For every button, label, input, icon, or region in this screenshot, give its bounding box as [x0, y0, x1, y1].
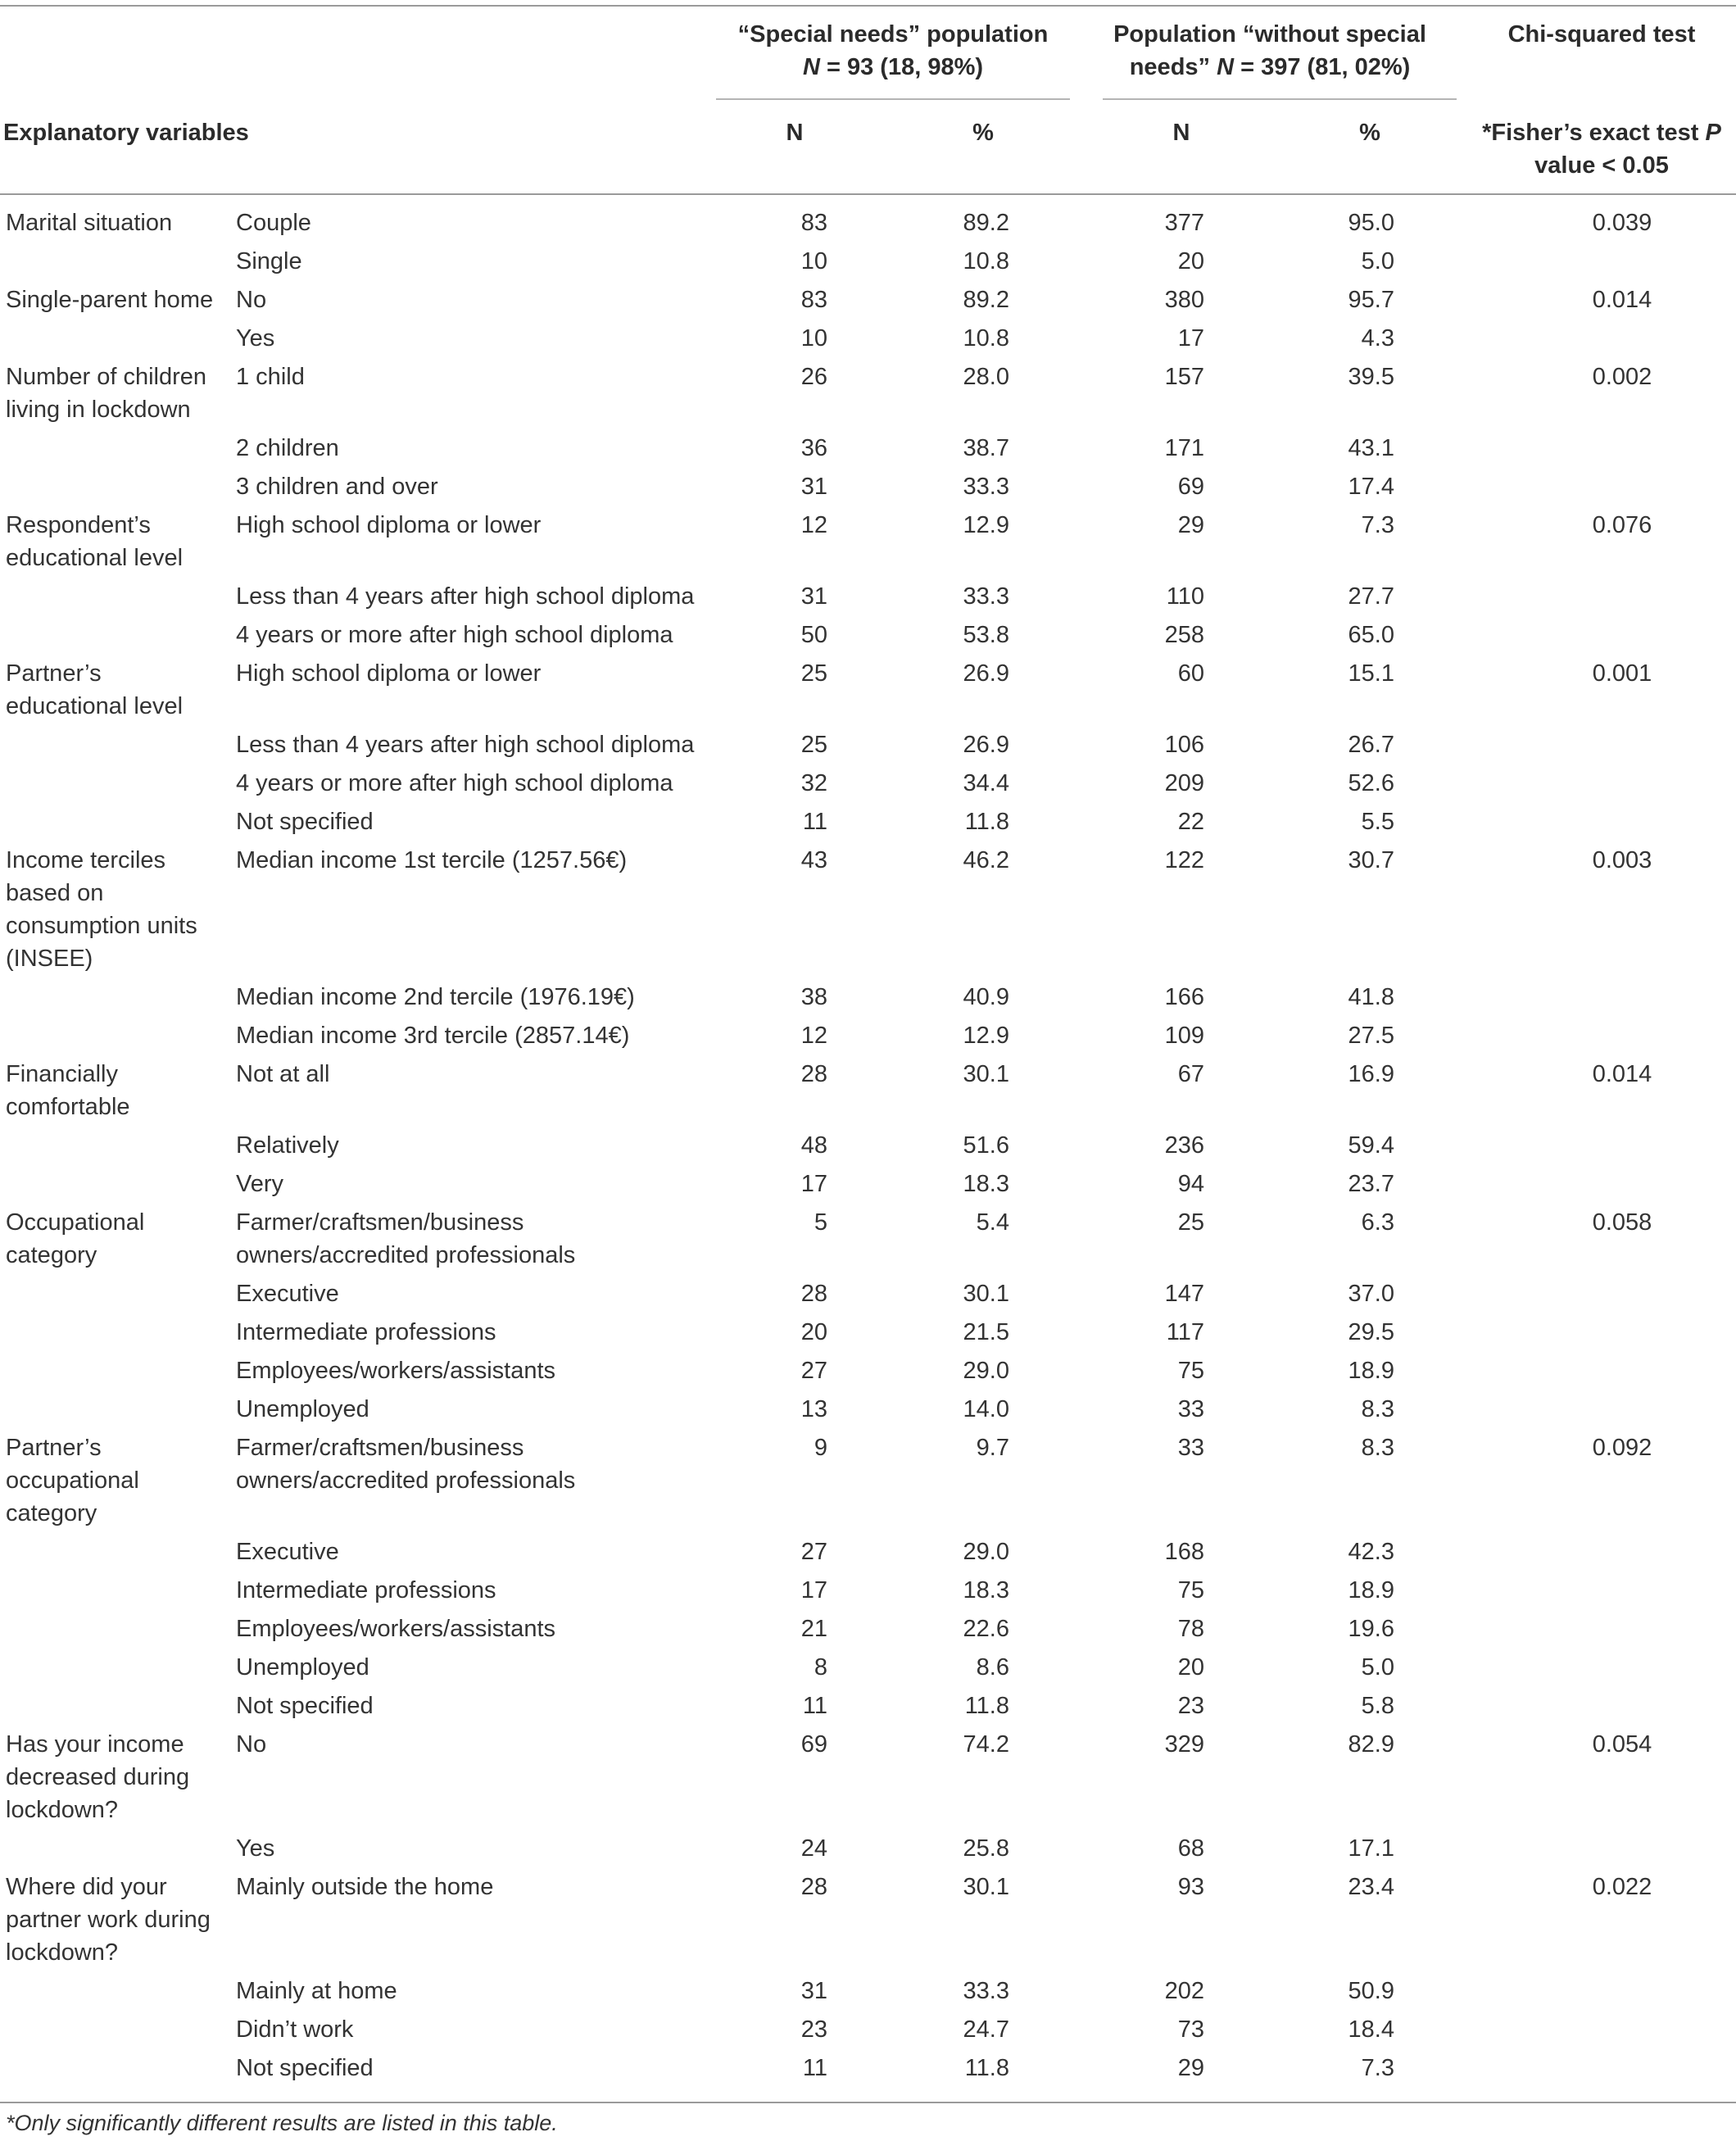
row-special-needs-n: 32	[800, 770, 827, 796]
row-without-special-needs-pct: 23.7	[1348, 1171, 1394, 1197]
row-special-needs-pct: 33.3	[963, 1978, 1009, 2004]
footnote: *Only significantly different results are listed in this table.	[6, 2111, 558, 2135]
group2-n-header: N	[1172, 120, 1190, 146]
row-variable: Single-parent home	[6, 287, 214, 313]
row-variable: category	[6, 1500, 97, 1526]
row-category: Not specified	[236, 2055, 374, 2081]
row-special-needs-pct: 26.9	[963, 660, 1009, 687]
row-special-needs-pct: 24.7	[963, 2016, 1009, 2043]
row-without-special-needs-n: 117	[1166, 1319, 1204, 1345]
row-without-special-needs-n: 29	[1177, 512, 1204, 538]
row-special-needs-n: 9	[814, 1435, 827, 1461]
row-special-needs-pct: 53.8	[963, 622, 1009, 648]
row-category: Unemployed	[236, 1654, 369, 1681]
row-category: Not specified	[236, 809, 374, 835]
row-without-special-needs-n: 23	[1177, 1693, 1204, 1719]
row-without-special-needs-n: 73	[1177, 2016, 1204, 2043]
row-without-special-needs-n: 75	[1177, 1577, 1204, 1603]
row-special-needs-pct: 38.7	[963, 435, 1009, 461]
row-special-needs-n: 50	[800, 622, 827, 648]
row-variable: occupational	[6, 1467, 139, 1494]
row-without-special-needs-n: 20	[1177, 248, 1204, 274]
top-rule	[0, 5, 1736, 7]
row-special-needs-pct: 25.8	[963, 1835, 1009, 1862]
row-without-special-needs-pct: 59.4	[1348, 1132, 1394, 1159]
row-category: 4 years or more after high school diploma	[236, 622, 673, 648]
row-special-needs-pct: 33.3	[963, 474, 1009, 500]
row-category: Executive	[236, 1539, 339, 1565]
row-special-needs-n: 20	[800, 1319, 827, 1345]
row-variable: Has your income	[6, 1731, 184, 1758]
row-special-needs-n: 38	[800, 984, 827, 1010]
row-variable: decreased during	[6, 1764, 190, 1790]
header-rule	[0, 193, 1736, 195]
row-variable: educational level	[6, 545, 184, 571]
row-special-needs-n: 24	[800, 1835, 827, 1862]
row-without-special-needs-n: 147	[1164, 1281, 1204, 1307]
row-special-needs-n: 69	[800, 1731, 827, 1758]
row-without-special-needs-pct: 82.9	[1348, 1731, 1394, 1758]
row-without-special-needs-pct: 30.7	[1348, 847, 1394, 873]
row-special-needs-pct: 22.6	[963, 1616, 1009, 1642]
row-special-needs-n: 11	[802, 809, 827, 835]
row-without-special-needs-n: 106	[1164, 732, 1204, 758]
row-special-needs-n: 17	[800, 1171, 827, 1197]
row-category: Intermediate professions	[236, 1319, 496, 1345]
row-special-needs-pct: 40.9	[963, 984, 1009, 1010]
row-without-special-needs-pct: 18.9	[1348, 1577, 1394, 1603]
row-category: Less than 4 years after high school diploma	[236, 732, 695, 758]
row-category: Farmer/craftsmen/business	[236, 1209, 524, 1236]
row-category: Couple	[236, 210, 311, 236]
row-chi-squared-p: 0.022	[1592, 1874, 1652, 1900]
row-without-special-needs-pct: 16.9	[1348, 1061, 1394, 1087]
row-special-needs-pct: 18.3	[963, 1577, 1009, 1603]
row-variable: consumption units	[6, 913, 197, 939]
row-category: Farmer/craftsmen/business	[236, 1435, 524, 1461]
row-without-special-needs-n: 33	[1177, 1396, 1204, 1422]
row-special-needs-pct: 12.9	[963, 512, 1009, 538]
row-variable: Partner’s	[6, 1435, 102, 1461]
row-category: 4 years or more after high school diploma	[236, 770, 673, 796]
row-special-needs-n: 26	[800, 364, 827, 390]
row-chi-squared-p: 0.058	[1592, 1209, 1652, 1236]
row-special-needs-n: 12	[800, 1023, 827, 1049]
row-without-special-needs-n: 94	[1177, 1171, 1204, 1197]
row-without-special-needs-pct: 18.4	[1348, 2016, 1394, 2043]
row-category: Median income 1st tercile (1257.56€)	[236, 847, 628, 873]
row-without-special-needs-pct: 5.0	[1361, 248, 1394, 274]
row-without-special-needs-pct: 4.3	[1361, 325, 1394, 352]
row-special-needs-n: 23	[800, 2016, 827, 2043]
row-without-special-needs-n: 109	[1164, 1023, 1204, 1049]
row-without-special-needs-pct: 27.5	[1348, 1023, 1394, 1049]
row-special-needs-n: 31	[800, 474, 827, 500]
row-special-needs-n: 83	[800, 287, 827, 313]
row-special-needs-pct: 11.8	[964, 2055, 1009, 2081]
row-without-special-needs-pct: 17.1	[1348, 1835, 1394, 1862]
row-without-special-needs-n: 166	[1164, 984, 1204, 1010]
row-special-needs-n: 25	[800, 732, 827, 758]
group2-title: Population “without special	[1113, 21, 1426, 48]
row-without-special-needs-pct: 15.1	[1348, 660, 1394, 687]
row-special-needs-pct: 46.2	[963, 847, 1009, 873]
row-special-needs-n: 17	[800, 1577, 827, 1603]
row-special-needs-n: 28	[800, 1061, 827, 1087]
row-special-needs-n: 13	[800, 1396, 827, 1422]
row-without-special-needs-pct: 5.8	[1361, 1693, 1394, 1719]
row-without-special-needs-pct: 43.1	[1348, 435, 1394, 461]
row-chi-squared-p: 0.002	[1592, 364, 1652, 390]
row-variable: Partner’s	[6, 660, 102, 687]
row-category: Intermediate professions	[236, 1577, 496, 1603]
row-category: Mainly outside the home	[236, 1874, 494, 1900]
row-special-needs-pct: 30.1	[963, 1281, 1009, 1307]
row-without-special-needs-pct: 8.3	[1361, 1396, 1394, 1422]
test-subheader-line2: value < 0.05	[1534, 152, 1669, 179]
row-variable: partner work during	[6, 1907, 211, 1933]
row-special-needs-pct: 11.8	[964, 809, 1009, 835]
row-special-needs-n: 36	[800, 435, 827, 461]
row-without-special-needs-pct: 5.0	[1361, 1654, 1394, 1681]
group2-n: needs” N = 397 (81, 02%)	[1129, 54, 1411, 80]
row-special-needs-pct: 5.4	[976, 1209, 1009, 1236]
row-special-needs-n: 11	[802, 1693, 827, 1719]
bottom-rule	[0, 2102, 1736, 2103]
row-special-needs-pct: 74.2	[963, 1731, 1009, 1758]
row-without-special-needs-pct: 18.9	[1348, 1358, 1394, 1384]
row-chi-squared-p: 0.092	[1592, 1435, 1652, 1461]
row-special-needs-n: 11	[802, 2055, 827, 2081]
row-category: Not specified	[236, 1693, 374, 1719]
row-without-special-needs-pct: 50.9	[1348, 1978, 1394, 2004]
group1-underline	[716, 98, 1070, 100]
row-without-special-needs-n: 122	[1164, 847, 1204, 873]
row-category: Median income 3rd tercile (2857.14€)	[236, 1023, 630, 1049]
row-special-needs-pct: 14.0	[963, 1396, 1009, 1422]
row-special-needs-n: 28	[800, 1874, 827, 1900]
row-variable: Occupational	[6, 1209, 145, 1236]
row-variable: living in lockdown	[6, 397, 191, 423]
row-special-needs-n: 31	[800, 583, 827, 610]
row-without-special-needs-n: 380	[1164, 287, 1204, 313]
group2-pct-header: %	[1359, 120, 1380, 146]
row-special-needs-pct: 18.3	[963, 1171, 1009, 1197]
row-without-special-needs-pct: 26.7	[1348, 732, 1394, 758]
row-special-needs-pct: 26.9	[963, 732, 1009, 758]
row-chi-squared-p: 0.039	[1592, 210, 1652, 236]
row-variable: educational level	[6, 693, 184, 719]
test-title: Chi-squared test	[1507, 21, 1696, 48]
row-without-special-needs-n: 33	[1177, 1435, 1204, 1461]
row-chi-squared-p: 0.054	[1592, 1731, 1652, 1758]
row-without-special-needs-n: 236	[1164, 1132, 1204, 1159]
group1-n: N = 93 (18, 98%)	[802, 54, 984, 80]
row-special-needs-pct: 89.2	[963, 287, 1009, 313]
row-without-special-needs-pct: 5.5	[1361, 809, 1394, 835]
row-special-needs-n: 83	[800, 210, 827, 236]
row-category: Yes	[236, 325, 275, 352]
row-without-special-needs-n: 209	[1164, 770, 1204, 796]
row-variable: Where did your	[6, 1874, 167, 1900]
row-variable: lockdown?	[6, 1939, 119, 1966]
row-variable: Respondent’s	[6, 512, 151, 538]
row-category: 1 child	[236, 364, 305, 390]
row-without-special-needs-n: 68	[1177, 1835, 1204, 1862]
row-special-needs-pct: 12.9	[963, 1023, 1009, 1049]
row-category: Relatively	[236, 1132, 339, 1159]
row-special-needs-n: 25	[800, 660, 827, 687]
row-without-special-needs-n: 168	[1164, 1539, 1204, 1565]
row-special-needs-n: 31	[800, 1978, 827, 2004]
row-category: owners/accredited professionals	[236, 1467, 576, 1494]
row-special-needs-pct: 8.6	[976, 1654, 1009, 1681]
row-special-needs-n: 5	[814, 1209, 827, 1236]
row-special-needs-pct: 28.0	[963, 364, 1009, 390]
row-without-special-needs-n: 69	[1177, 474, 1204, 500]
row-without-special-needs-pct: 52.6	[1348, 770, 1394, 796]
row-without-special-needs-pct: 7.3	[1361, 512, 1394, 538]
row-without-special-needs-n: 171	[1164, 435, 1204, 461]
row-without-special-needs-n: 202	[1164, 1978, 1204, 2004]
row-special-needs-pct: 9.7	[976, 1435, 1009, 1461]
row-without-special-needs-n: 22	[1177, 809, 1204, 835]
row-chi-squared-p: 0.003	[1592, 847, 1652, 873]
row-category: Didn’t work	[236, 2016, 354, 2043]
row-variable: comfortable	[6, 1094, 130, 1120]
row-category: No	[236, 287, 267, 313]
row-special-needs-pct: 34.4	[963, 770, 1009, 796]
row-without-special-needs-n: 377	[1164, 210, 1204, 236]
row-category: Employees/workers/assistants	[236, 1358, 556, 1384]
explanatory-variables-header: Explanatory variables	[3, 120, 249, 146]
test-subheader: *Fisher’s exact test P	[1482, 120, 1721, 146]
row-special-needs-n: 8	[814, 1654, 827, 1681]
group1-n-header: N	[786, 120, 804, 146]
row-category: 2 children	[236, 435, 339, 461]
row-special-needs-n: 12	[800, 512, 827, 538]
row-category: Less than 4 years after high school diploma	[236, 583, 695, 610]
row-special-needs-pct: 29.0	[963, 1539, 1009, 1565]
row-without-special-needs-pct: 7.3	[1361, 2055, 1394, 2081]
row-without-special-needs-n: 25	[1177, 1209, 1204, 1236]
row-variable: (INSEE)	[6, 946, 93, 972]
row-variable: Income terciles	[6, 847, 166, 873]
row-special-needs-n: 43	[800, 847, 827, 873]
row-category: High school diploma or lower	[236, 660, 542, 687]
row-special-needs-pct: 29.0	[963, 1358, 1009, 1384]
row-category: Executive	[236, 1281, 339, 1307]
row-without-special-needs-n: 78	[1177, 1616, 1204, 1642]
row-chi-squared-p: 0.001	[1592, 660, 1652, 687]
row-without-special-needs-n: 29	[1177, 2055, 1204, 2081]
row-variable: lockdown?	[6, 1797, 119, 1823]
row-without-special-needs-n: 60	[1177, 660, 1204, 687]
row-without-special-needs-pct: 42.3	[1348, 1539, 1394, 1565]
group2-underline	[1103, 98, 1457, 100]
row-without-special-needs-pct: 23.4	[1348, 1874, 1394, 1900]
row-without-special-needs-pct: 65.0	[1348, 622, 1394, 648]
row-special-needs-n: 28	[800, 1281, 827, 1307]
row-without-special-needs-pct: 39.5	[1348, 364, 1394, 390]
row-chi-squared-p: 0.014	[1592, 287, 1652, 313]
row-chi-squared-p: 0.014	[1592, 1061, 1652, 1087]
row-without-special-needs-pct: 8.3	[1361, 1435, 1394, 1461]
row-special-needs-n: 21	[800, 1616, 827, 1642]
row-without-special-needs-n: 258	[1164, 622, 1204, 648]
group1-title: “Special needs” population	[737, 21, 1049, 48]
row-category: Yes	[236, 1835, 275, 1862]
row-special-needs-pct: 11.8	[964, 1693, 1009, 1719]
row-without-special-needs-pct: 19.6	[1348, 1616, 1394, 1642]
row-variable: based on	[6, 880, 104, 906]
row-special-needs-n: 10	[800, 248, 827, 274]
row-special-needs-pct: 51.6	[963, 1132, 1009, 1159]
row-special-needs-n: 48	[800, 1132, 827, 1159]
row-without-special-needs-n: 20	[1177, 1654, 1204, 1681]
row-category: Single	[236, 248, 302, 274]
row-category: Unemployed	[236, 1396, 369, 1422]
row-without-special-needs-n: 93	[1177, 1874, 1204, 1900]
row-without-special-needs-pct: 95.0	[1348, 210, 1394, 236]
row-category: owners/accredited professionals	[236, 1242, 576, 1268]
row-special-needs-pct: 10.8	[963, 325, 1009, 352]
row-category: Median income 2nd tercile (1976.19€)	[236, 984, 635, 1010]
row-special-needs-pct: 10.8	[963, 248, 1009, 274]
row-category: Not at all	[236, 1061, 330, 1087]
row-variable: Marital situation	[6, 210, 173, 236]
row-variable: Number of children	[6, 364, 206, 390]
row-category: No	[236, 1731, 267, 1758]
row-special-needs-pct: 30.1	[963, 1061, 1009, 1087]
row-without-special-needs-n: 329	[1164, 1731, 1204, 1758]
row-without-special-needs-n: 17	[1177, 325, 1204, 352]
row-category: 3 children and over	[236, 474, 438, 500]
row-category: Employees/workers/assistants	[236, 1616, 556, 1642]
row-variable: Financially	[6, 1061, 118, 1087]
row-without-special-needs-pct: 95.7	[1348, 287, 1394, 313]
row-special-needs-pct: 89.2	[963, 210, 1009, 236]
row-without-special-needs-n: 67	[1177, 1061, 1204, 1087]
row-special-needs-n: 10	[800, 325, 827, 352]
row-without-special-needs-pct: 17.4	[1348, 474, 1394, 500]
row-without-special-needs-pct: 37.0	[1348, 1281, 1394, 1307]
row-category: High school diploma or lower	[236, 512, 542, 538]
row-variable: category	[6, 1242, 97, 1268]
row-without-special-needs-n: 157	[1164, 364, 1204, 390]
row-special-needs-pct: 30.1	[963, 1874, 1009, 1900]
row-without-special-needs-n: 110	[1166, 583, 1204, 610]
group1-pct-header: %	[972, 120, 994, 146]
row-chi-squared-p: 0.076	[1592, 512, 1652, 538]
row-without-special-needs-pct: 27.7	[1348, 583, 1394, 610]
row-special-needs-pct: 21.5	[963, 1319, 1009, 1345]
row-without-special-needs-pct: 41.8	[1348, 984, 1394, 1010]
row-category: Mainly at home	[236, 1978, 397, 2004]
row-category: Very	[236, 1171, 284, 1197]
row-without-special-needs-pct: 6.3	[1361, 1209, 1394, 1236]
row-special-needs-n: 27	[800, 1358, 827, 1384]
row-without-special-needs-n: 75	[1177, 1358, 1204, 1384]
row-without-special-needs-pct: 29.5	[1348, 1319, 1394, 1345]
row-special-needs-n: 27	[800, 1539, 827, 1565]
row-special-needs-pct: 33.3	[963, 583, 1009, 610]
